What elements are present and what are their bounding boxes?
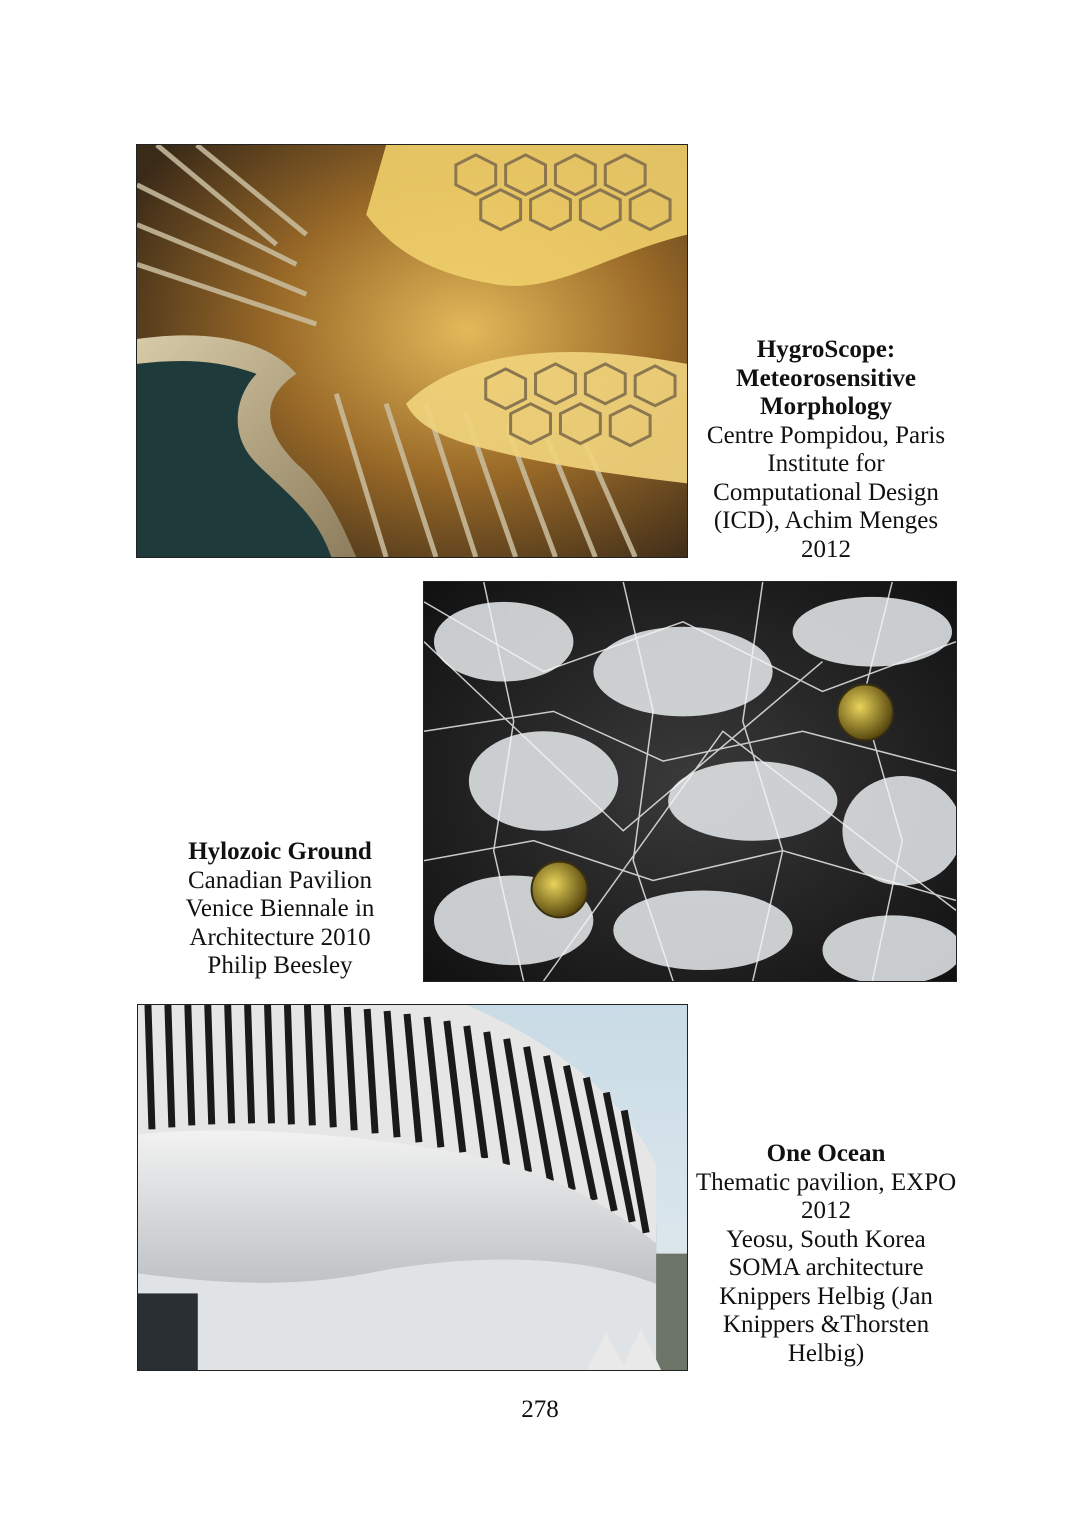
caption-detail-line: Thematic pavilion, EXPO: [695, 1168, 957, 1196]
caption-title-line: HygroScope:: [756, 336, 896, 363]
caption-detail-line: SOMA architecture: [728, 1254, 924, 1281]
caption-detail-line: Architecture 2010: [189, 923, 371, 951]
one-ocean-photo: [137, 1004, 688, 1371]
caption-detail-line: Institute for: [767, 450, 885, 477]
hylozoic-ground-photo: [423, 581, 957, 982]
caption-detail-line: Knippers Helbig (Jan: [719, 1282, 933, 1310]
page-number: 278: [521, 1396, 559, 1423]
hygroscope-photo: [136, 144, 688, 558]
caption-detail-line: (ICD), Achim Menges: [713, 507, 939, 534]
caption-detail-line: Computational Design: [713, 478, 939, 506]
hygroscope-caption: [700, 336, 952, 564]
caption-detail-line: Philip Beesley: [207, 952, 353, 979]
one-ocean-caption: [690, 1140, 962, 1368]
caption-detail-line: Canadian Pavilion: [188, 866, 372, 894]
caption-detail-line: Knippers &Thorsten: [722, 1311, 930, 1338]
hylozoic-ground-caption: [170, 838, 390, 981]
caption-detail-line: 2012: [801, 1197, 851, 1224]
caption-title-line: Hylozoic Ground: [188, 838, 372, 865]
caption-detail-line: Helbig): [787, 1339, 865, 1367]
caption-detail-line: 2012: [801, 535, 851, 563]
caption-detail-line: Yeosu, South Korea: [726, 1225, 926, 1253]
caption-detail-line: Venice Biennale in: [185, 895, 375, 922]
caption-title-line: Meteorosensitive: [735, 364, 917, 392]
caption-detail-line: Centre Pompidou, Paris: [706, 421, 946, 449]
caption-title-line: Morphology: [760, 393, 892, 420]
caption-title-line: One Ocean: [766, 1140, 886, 1167]
